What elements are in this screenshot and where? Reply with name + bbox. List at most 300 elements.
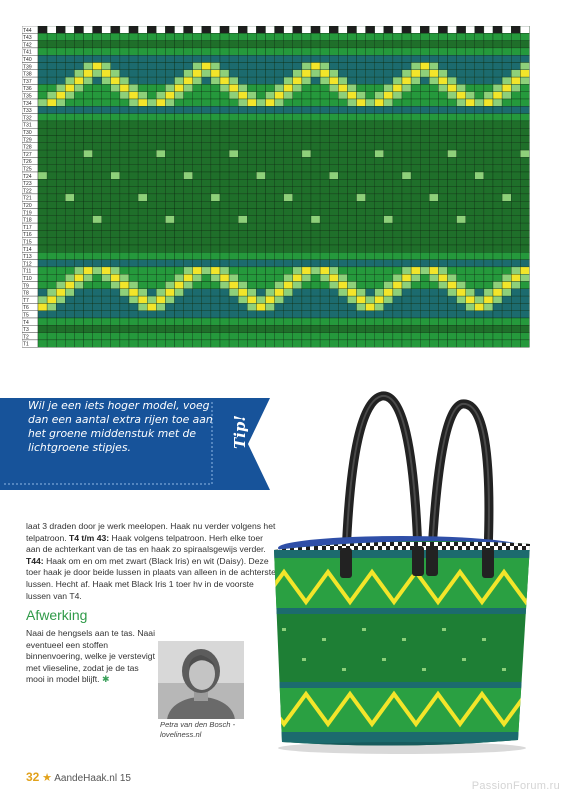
chart-cell [302, 33, 311, 40]
chart-cell [238, 238, 247, 245]
chart-cell [411, 303, 420, 310]
chart-cell [111, 267, 120, 274]
chart-cell [74, 187, 83, 194]
chart-cell [466, 318, 475, 325]
chart-cell [111, 136, 120, 143]
chart-cell [202, 179, 211, 186]
chart-cell [256, 179, 265, 186]
chart-cell [393, 201, 402, 208]
chart-cell [357, 325, 366, 332]
chart-cell [338, 48, 347, 55]
chart-cell [74, 114, 83, 121]
chart-cell [202, 106, 211, 113]
chart-cell [384, 172, 393, 179]
chart-cell [347, 99, 356, 106]
chart-cell [320, 143, 329, 150]
chart-cell [384, 114, 393, 121]
chart-cell [74, 223, 83, 230]
chart-cell [184, 165, 193, 172]
chart-cell [93, 318, 102, 325]
chart-cell [484, 165, 493, 172]
chart-cell [111, 106, 120, 113]
chart-cell [193, 201, 202, 208]
chart-cell [384, 99, 393, 106]
chart-cell [147, 136, 156, 143]
chart-cell [84, 187, 93, 194]
chart-cell [193, 179, 202, 186]
chart-cell [211, 114, 220, 121]
chart-cell [93, 136, 102, 143]
row-label: T14 [23, 246, 32, 253]
chart-cell [329, 165, 338, 172]
chart-cell [511, 165, 520, 172]
chart-cell [147, 26, 156, 33]
chart-cell [366, 77, 375, 84]
chart-cell [93, 143, 102, 150]
chart-cell [202, 252, 211, 259]
chart-cell [47, 311, 56, 318]
chart-cell [74, 260, 83, 267]
chart-cell [56, 340, 65, 347]
chart-cell [147, 267, 156, 274]
chart-cell [102, 150, 111, 157]
chart-cell [120, 311, 129, 318]
chart-cell [74, 41, 83, 48]
chart-cell [184, 26, 193, 33]
chart-cell [147, 311, 156, 318]
chart-row [22, 201, 529, 209]
chart-cell [493, 172, 502, 179]
row-label: T36 [23, 86, 32, 93]
chart-cell [329, 267, 338, 274]
chart-cell [129, 106, 138, 113]
chart-cell [511, 282, 520, 289]
chart-cell [493, 121, 502, 128]
chart-cell [138, 267, 147, 274]
chart-cell [147, 216, 156, 223]
chart-cell [175, 289, 184, 296]
chart-cell [65, 238, 74, 245]
chart-cell [429, 209, 438, 216]
chart-cell [302, 99, 311, 106]
chart-cell [193, 252, 202, 259]
colour-chart [22, 26, 532, 348]
chart-cell [466, 63, 475, 70]
chart-cell [111, 296, 120, 303]
chart-cell [311, 201, 320, 208]
chart-cell [293, 70, 302, 77]
chart-cell [184, 260, 193, 267]
chart-cell [175, 92, 184, 99]
chart-cell [302, 48, 311, 55]
chart-cell [438, 121, 447, 128]
chart-cell [84, 201, 93, 208]
chart-cell [129, 187, 138, 194]
chart-cell [93, 84, 102, 91]
chart-cell [120, 325, 129, 332]
chart-cell [175, 194, 184, 201]
chart-cell [502, 201, 511, 208]
chart-cell [357, 187, 366, 194]
chart-cell [338, 318, 347, 325]
chart-cell [493, 48, 502, 55]
chart-cell [402, 121, 411, 128]
chart-cell [220, 172, 229, 179]
chart-cell [84, 318, 93, 325]
chart-cell [438, 216, 447, 223]
chart-cell [475, 252, 484, 259]
chart-cell [93, 128, 102, 135]
chart-cell [384, 187, 393, 194]
chart-cell [493, 238, 502, 245]
chart-cell [520, 165, 529, 172]
chart-cell [93, 172, 102, 179]
chart-cell [311, 92, 320, 99]
chart-cell [229, 340, 238, 347]
chart-cell [493, 157, 502, 164]
chart-cell [347, 26, 356, 33]
chart-cell [229, 194, 238, 201]
chart-cell [220, 296, 229, 303]
chart-cell [284, 150, 293, 157]
chart-cell [47, 245, 56, 252]
chart-cell [84, 84, 93, 91]
chart-cell [65, 165, 74, 172]
chart-cell [393, 26, 402, 33]
chart-cell [375, 41, 384, 48]
chart-cell [65, 48, 74, 55]
chart-cell [102, 252, 111, 259]
chart-cell [202, 311, 211, 318]
chart-cell [429, 260, 438, 267]
chart-row [22, 216, 529, 224]
chart-row [22, 84, 529, 92]
chart-cell [284, 77, 293, 84]
chart-cell [302, 201, 311, 208]
chart-cell [302, 143, 311, 150]
chart-cell [402, 55, 411, 62]
chart-cell [74, 311, 83, 318]
chart-cell [84, 70, 93, 77]
chart-cell [47, 106, 56, 113]
chart-cell [502, 223, 511, 230]
chart-cell [284, 143, 293, 150]
chart-cell [156, 179, 165, 186]
chart-cell [411, 121, 420, 128]
chart-cell [256, 282, 265, 289]
chart-cell [320, 296, 329, 303]
chart-cell [329, 84, 338, 91]
chart-cell [93, 289, 102, 296]
chart-cell [275, 92, 284, 99]
chart-cell [147, 92, 156, 99]
chart-cell [74, 165, 83, 172]
chart-cell [375, 311, 384, 318]
chart-cell [38, 63, 47, 70]
chart-cell [320, 106, 329, 113]
chart-cell [138, 26, 147, 33]
chart-cell [56, 267, 65, 274]
chart-cell [193, 311, 202, 318]
chart-cell [184, 128, 193, 135]
chart-cell [438, 187, 447, 194]
chart-cell [65, 172, 74, 179]
chart-cell [65, 33, 74, 40]
chart-cell [111, 252, 120, 259]
chart-cell [393, 216, 402, 223]
chart-cell [366, 26, 375, 33]
chart-cell [502, 311, 511, 318]
chart-cell [284, 194, 293, 201]
chart-cell [411, 48, 420, 55]
chart-cell [120, 252, 129, 259]
chart-cell [384, 245, 393, 252]
chart-cell [38, 282, 47, 289]
chart-cell [147, 106, 156, 113]
chart-cell [211, 165, 220, 172]
chart-cell [184, 194, 193, 201]
chart-cell [420, 209, 429, 216]
chart-cell [484, 318, 493, 325]
chart-cell [302, 150, 311, 157]
row-label: T10 [23, 276, 32, 282]
chart-cell [175, 136, 184, 143]
chart-cell [411, 187, 420, 194]
chart-cell [302, 128, 311, 135]
chart-row [22, 165, 529, 173]
chart-cell [275, 238, 284, 245]
chart-cell [129, 77, 138, 84]
chart-cell [411, 70, 420, 77]
chart-cell [366, 209, 375, 216]
chart-cell [411, 92, 420, 99]
chart-cell [457, 187, 466, 194]
chart-cell [457, 230, 466, 237]
chart-cell [56, 325, 65, 332]
chart-cell [175, 84, 184, 91]
chart-cell [284, 340, 293, 347]
chart-cell [466, 230, 475, 237]
chart-cell [357, 41, 366, 48]
chart-cell [402, 230, 411, 237]
chart-cell [484, 143, 493, 150]
chart-row [22, 70, 529, 78]
chart-cell [411, 333, 420, 340]
chart-cell [438, 303, 447, 310]
chart-cell [520, 201, 529, 208]
chart-cell [156, 194, 165, 201]
chart-cell [493, 165, 502, 172]
chart-cell [502, 33, 511, 40]
chart-cell [475, 63, 484, 70]
chart-cell [284, 311, 293, 318]
chart-cell [247, 311, 256, 318]
chart-cell [102, 267, 111, 274]
row-label: T28 [23, 144, 32, 151]
chart-cell [338, 289, 347, 296]
chart-cell [156, 55, 165, 62]
chart-cell [120, 194, 129, 201]
chart-cell [502, 99, 511, 106]
chart-cell [457, 333, 466, 340]
chart-cell [266, 128, 275, 135]
chart-cell [93, 33, 102, 40]
chart-cell [448, 303, 457, 310]
chart-cell [366, 114, 375, 121]
chart-cell [375, 150, 384, 157]
chart-cell [266, 84, 275, 91]
chart-cell [429, 238, 438, 245]
chart-cell [220, 150, 229, 157]
chart-cell [466, 333, 475, 340]
chart-cell [357, 121, 366, 128]
chart-cell [247, 84, 256, 91]
chart-cell [156, 209, 165, 216]
chart-cell [493, 41, 502, 48]
chart-cell [138, 318, 147, 325]
chart-cell [93, 274, 102, 281]
chart-cell [484, 48, 493, 55]
chart-cell [511, 201, 520, 208]
chart-cell [93, 296, 102, 303]
chart-cell [384, 340, 393, 347]
chart-cell [84, 121, 93, 128]
chart-row [22, 143, 529, 151]
chart-cell [484, 114, 493, 121]
chart-cell [375, 252, 384, 259]
chart-cell [74, 296, 83, 303]
chart-cell [220, 303, 229, 310]
chart-cell [375, 77, 384, 84]
chart-cell [320, 150, 329, 157]
chart-cell [184, 311, 193, 318]
chart-cell [448, 267, 457, 274]
chart-cell [384, 230, 393, 237]
chart-cell [420, 106, 429, 113]
row-label: T16 [23, 232, 32, 239]
chart-cell [56, 128, 65, 135]
chart-cell [93, 303, 102, 310]
chart-cell [129, 172, 138, 179]
chart-cell [338, 311, 347, 318]
chart-cell [47, 150, 56, 157]
chart-cell [111, 318, 120, 325]
chart-cell [47, 63, 56, 70]
chart-cell [511, 238, 520, 245]
chart-cell [357, 26, 366, 33]
chart-cell [102, 106, 111, 113]
chart-cell [138, 114, 147, 121]
chart-cell [420, 296, 429, 303]
chart-cell [320, 223, 329, 230]
chart-cell [284, 33, 293, 40]
chart-cell [311, 150, 320, 157]
chart-cell [457, 172, 466, 179]
chart-cell [247, 121, 256, 128]
chart-cell [411, 267, 420, 274]
chart-cell [74, 238, 83, 245]
chart-cell [475, 274, 484, 281]
chart-cell [284, 325, 293, 332]
chart-cell [457, 150, 466, 157]
chart-row [22, 209, 529, 217]
chart-cell [438, 209, 447, 216]
chart-cell [411, 274, 420, 281]
page-number: 32 [26, 770, 40, 784]
chart-cell [120, 223, 129, 230]
chart-cell [102, 179, 111, 186]
chart-cell [511, 209, 520, 216]
chart-cell [475, 84, 484, 91]
chart-cell [38, 252, 47, 259]
chart-cell [311, 296, 320, 303]
chart-cell [311, 282, 320, 289]
chart-cell [74, 128, 83, 135]
chart-cell [102, 230, 111, 237]
chart-cell [520, 77, 529, 84]
chart-cell [229, 209, 238, 216]
chart-cell [284, 128, 293, 135]
chart-cell [338, 77, 347, 84]
chart-cell [275, 194, 284, 201]
chart-cell [338, 252, 347, 259]
chart-cell [329, 179, 338, 186]
chart-cell [211, 289, 220, 296]
chart-cell [484, 106, 493, 113]
chart-cell [484, 84, 493, 91]
chart-cell [275, 260, 284, 267]
chart-cell [38, 157, 47, 164]
chart-cell [184, 230, 193, 237]
chart-cell [311, 121, 320, 128]
chart-cell [56, 245, 65, 252]
chart-cell [111, 143, 120, 150]
chart-cell [493, 325, 502, 332]
chart-cell [111, 179, 120, 186]
chart-cell [493, 303, 502, 310]
chart-cell [347, 245, 356, 252]
chart-cell [193, 216, 202, 223]
chart-cell [302, 245, 311, 252]
chart-cell [520, 274, 529, 281]
chart-cell [457, 55, 466, 62]
chart-cell [357, 333, 366, 340]
chart-cell [375, 296, 384, 303]
chart-cell [138, 260, 147, 267]
chart-cell [74, 194, 83, 201]
chart-cell [202, 267, 211, 274]
chart-cell [74, 318, 83, 325]
chart-cell [329, 245, 338, 252]
chart-cell [175, 143, 184, 150]
chart-row [22, 230, 529, 238]
chart-cell [484, 128, 493, 135]
chart-cell [366, 99, 375, 106]
chart-cell [466, 172, 475, 179]
chart-cell [375, 48, 384, 55]
chart-cell [184, 325, 193, 332]
chart-cell [375, 325, 384, 332]
chart-cell [56, 333, 65, 340]
chart-cell [411, 106, 420, 113]
chart-cell [93, 194, 102, 201]
chart-cell [256, 223, 265, 230]
chart-cell [238, 311, 247, 318]
chart-cell [493, 26, 502, 33]
chart-cell [84, 157, 93, 164]
chart-cell [511, 333, 520, 340]
watermark: PassionForum.ru [471, 780, 560, 792]
